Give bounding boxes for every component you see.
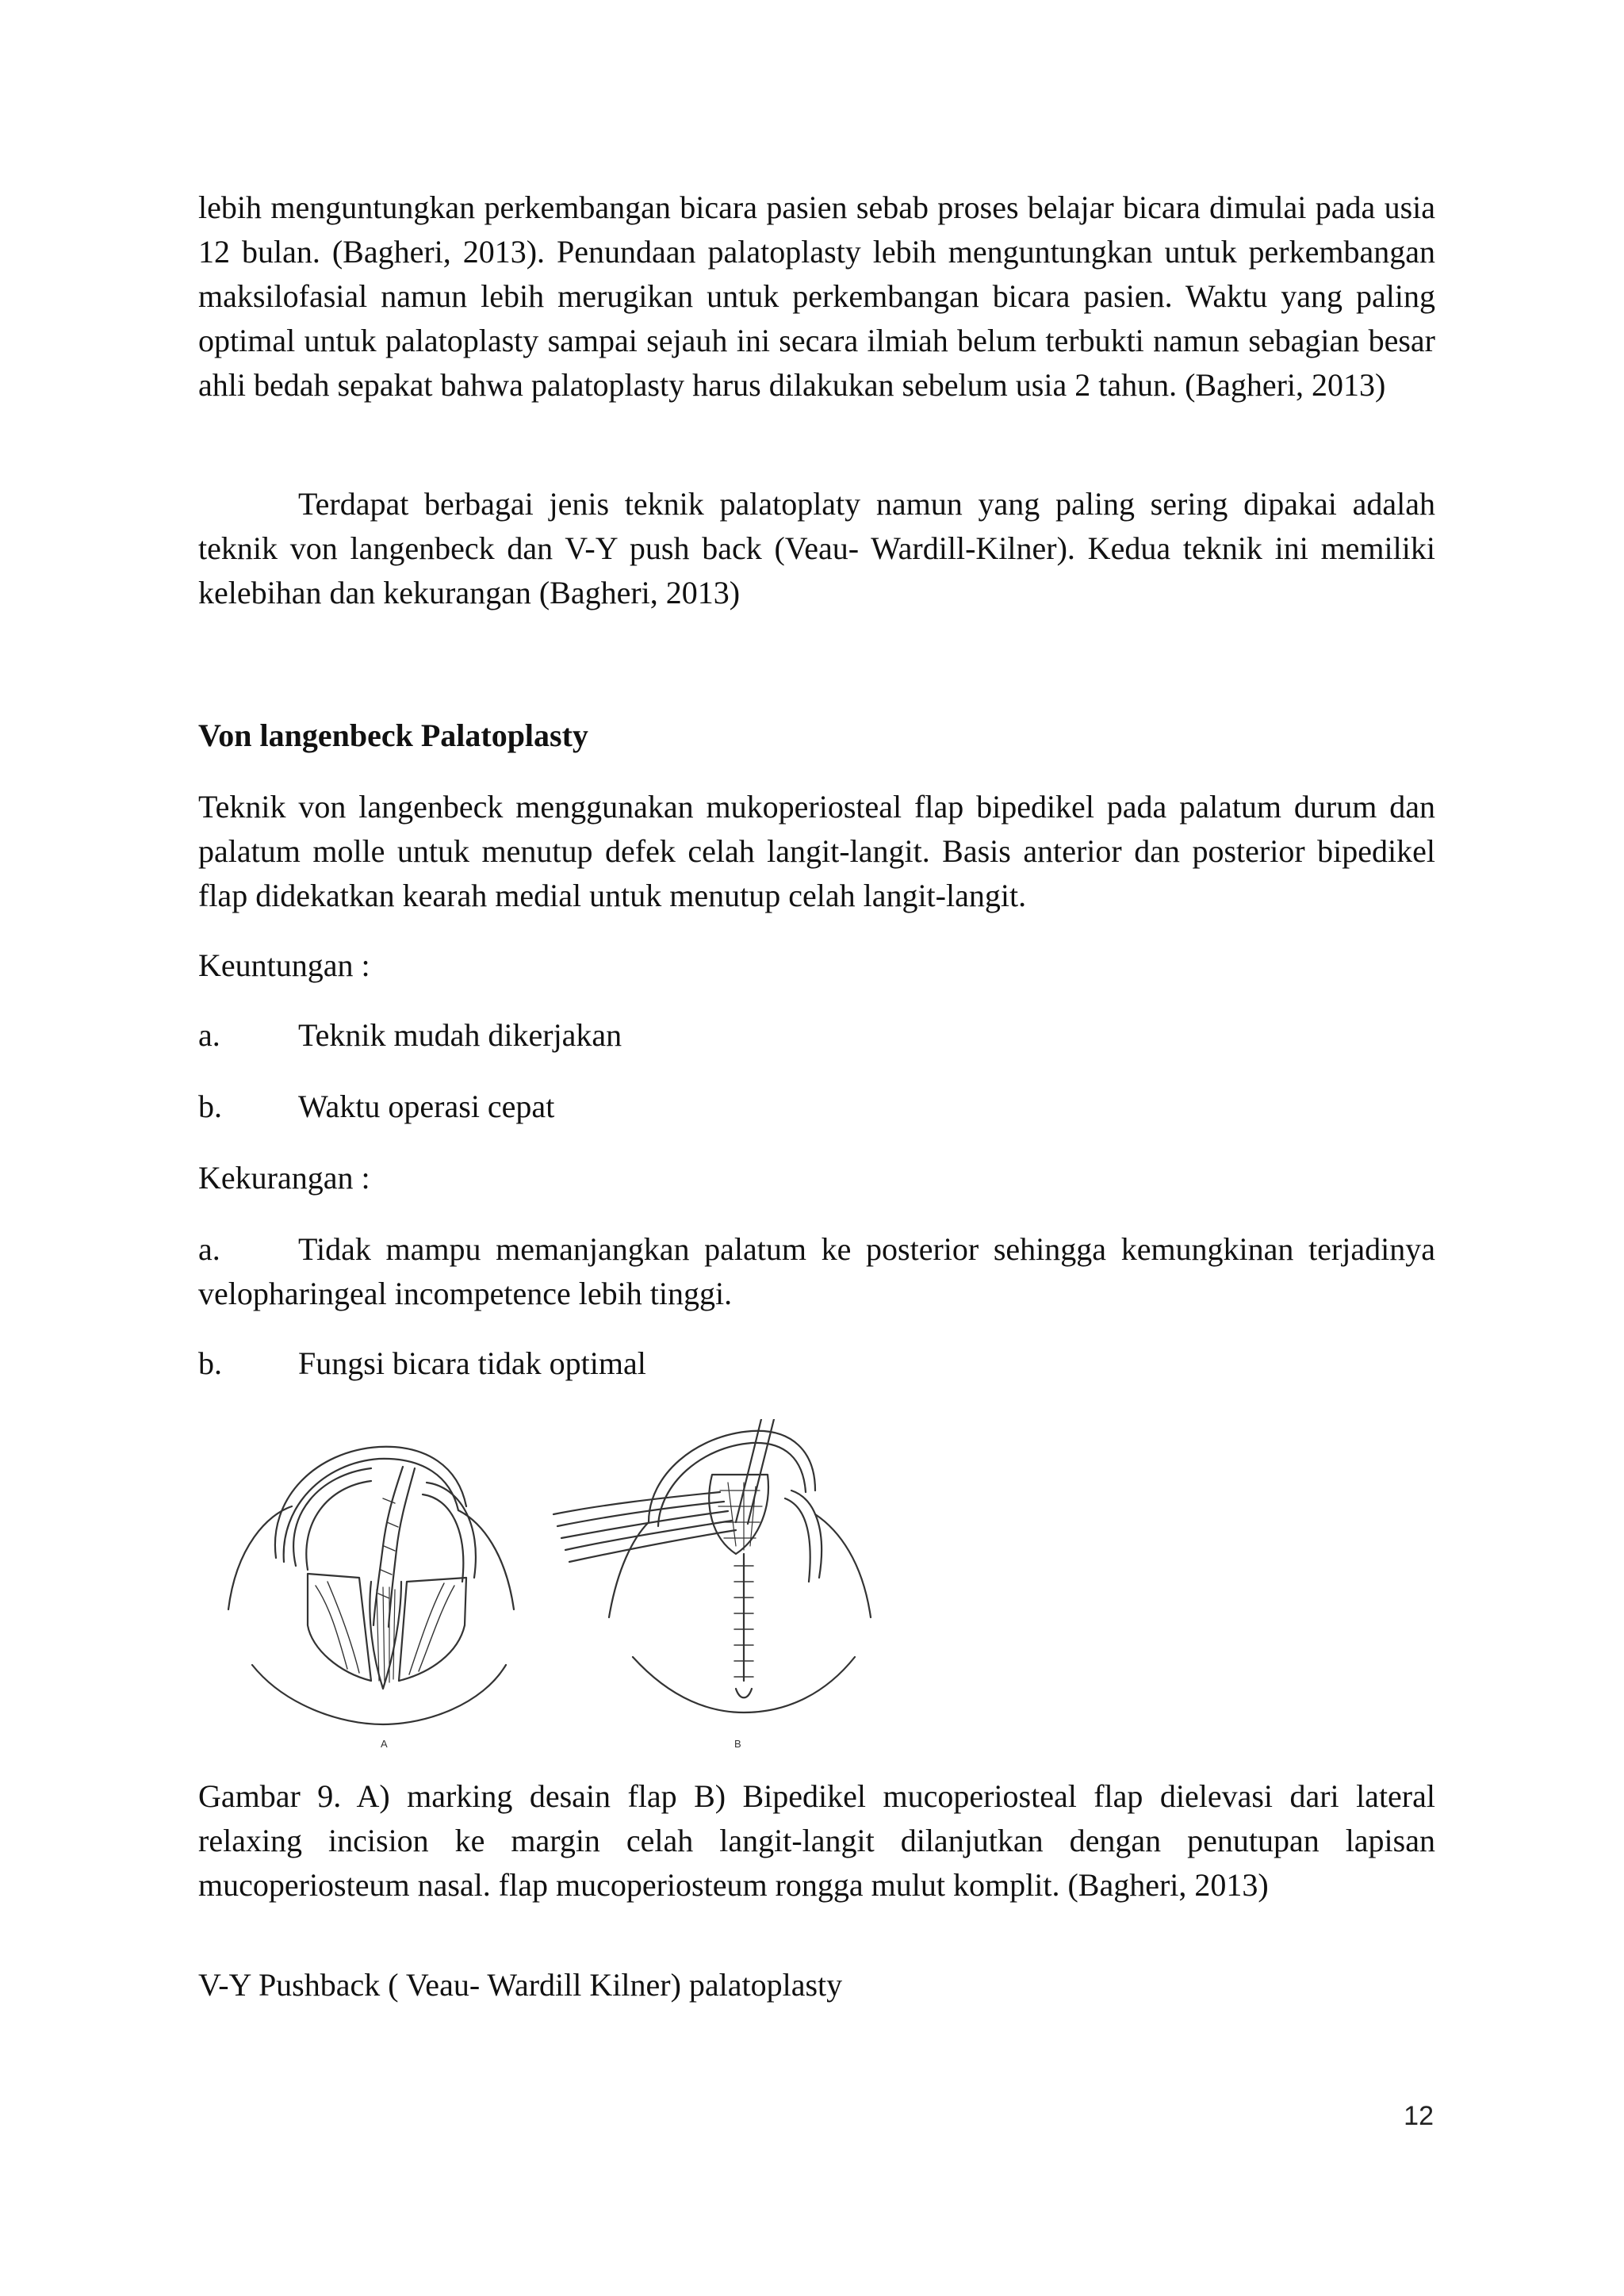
page-number: 12 bbox=[1404, 2101, 1434, 2131]
list-item-text: Teknik mudah dikerjakan bbox=[298, 1017, 622, 1053]
list-item bbox=[198, 1341, 1435, 1386]
paragraph-von-langenbeck-intro: Teknik von langenbeck menggunakan mukoperiosteal flap bipedikel pada palatum durum dan palatum molle untuk menutup defek celah langit-langit. Basis anterior dan posterior bipedikel flap didekatkan kearah medial untuk menutup celah langit-langit. bbox=[198, 789, 1435, 913]
panel-b-drawing bbox=[553, 1419, 871, 1712]
paragraph-technique-types: Terdapat berbagai jenis teknik palatoplaty namun yang paling sering dipakai adalah teknik von langenbeck dan V-Y push back (Veau- Wardill-Kilner). Kedua teknik ini memiliki kelebihan dan kekurangan (Bagheri, 2013) bbox=[198, 486, 1435, 610]
paragraph-palatoplasty-timing: lebih menguntungkan perkembangan bicara pasien sebab proses belajar bicara dimulai pada usia 12 bulan. (Bagheri, 2013). Penundaan palatoplasty lebih menguntungkan untuk perkembangan maksilofasial namun lebih merugikan untuk perkembangan bicara pasien. Waktu yang paling optimal untuk palatoplasty sampai sejauh ini secara ilmiah belum terbukti namun sebagian besar ahli bedah sepakat bahwa palatoplasty harus dilakukan sebelum usia 2 tahun. (Bagheri, 2013) bbox=[198, 189, 1435, 403]
list-item bbox=[198, 1085, 1435, 1129]
figure-label-a: A bbox=[381, 1738, 388, 1750]
figure-palatoplasty-illustration bbox=[220, 1419, 894, 1752]
list-item bbox=[198, 1013, 1435, 1058]
disadvantages-label: Kekurangan : bbox=[198, 1160, 370, 1196]
panel-a-drawing bbox=[228, 1447, 514, 1724]
list-item-text: Fungsi bicara tidak optimal bbox=[298, 1345, 646, 1381]
section-heading-von-langenbeck: Von langenbeck Palatoplasty bbox=[198, 718, 588, 753]
list-item-text: Waktu operasi cepat bbox=[298, 1089, 555, 1124]
section-heading-vy-pushback: V-Y Pushback ( Veau- Wardill Kilner) palatoplasty bbox=[198, 1967, 843, 2003]
list-marker: b. bbox=[198, 1345, 222, 1381]
palatoplasty-drawing bbox=[220, 1419, 894, 1752]
list-item bbox=[198, 1227, 1435, 1316]
list-marker: b. bbox=[198, 1089, 222, 1124]
list-item-text: Tidak mampu memanjangkan palatum ke posterior sehingga kemungkinan terjadinya velopharingeal incompetence lebih tinggi. bbox=[198, 1231, 1435, 1311]
list-marker: a. bbox=[198, 1017, 220, 1053]
figure-caption: Gambar 9. A) marking desain flap B) Bipedikel mucoperiosteal flap dielevasi dari lateral relaxing incision ke margin celah langit-langit dilanjutkan dengan penutupan lapisan mucoperiosteum nasal. flap mucoperiosteum rongga mulut komplit. (Bagheri, 2013) bbox=[198, 1778, 1435, 1903]
figure-label-b: B bbox=[734, 1738, 741, 1750]
advantages-label: Keuntungan : bbox=[198, 947, 370, 983]
list-marker: a. bbox=[198, 1231, 220, 1267]
